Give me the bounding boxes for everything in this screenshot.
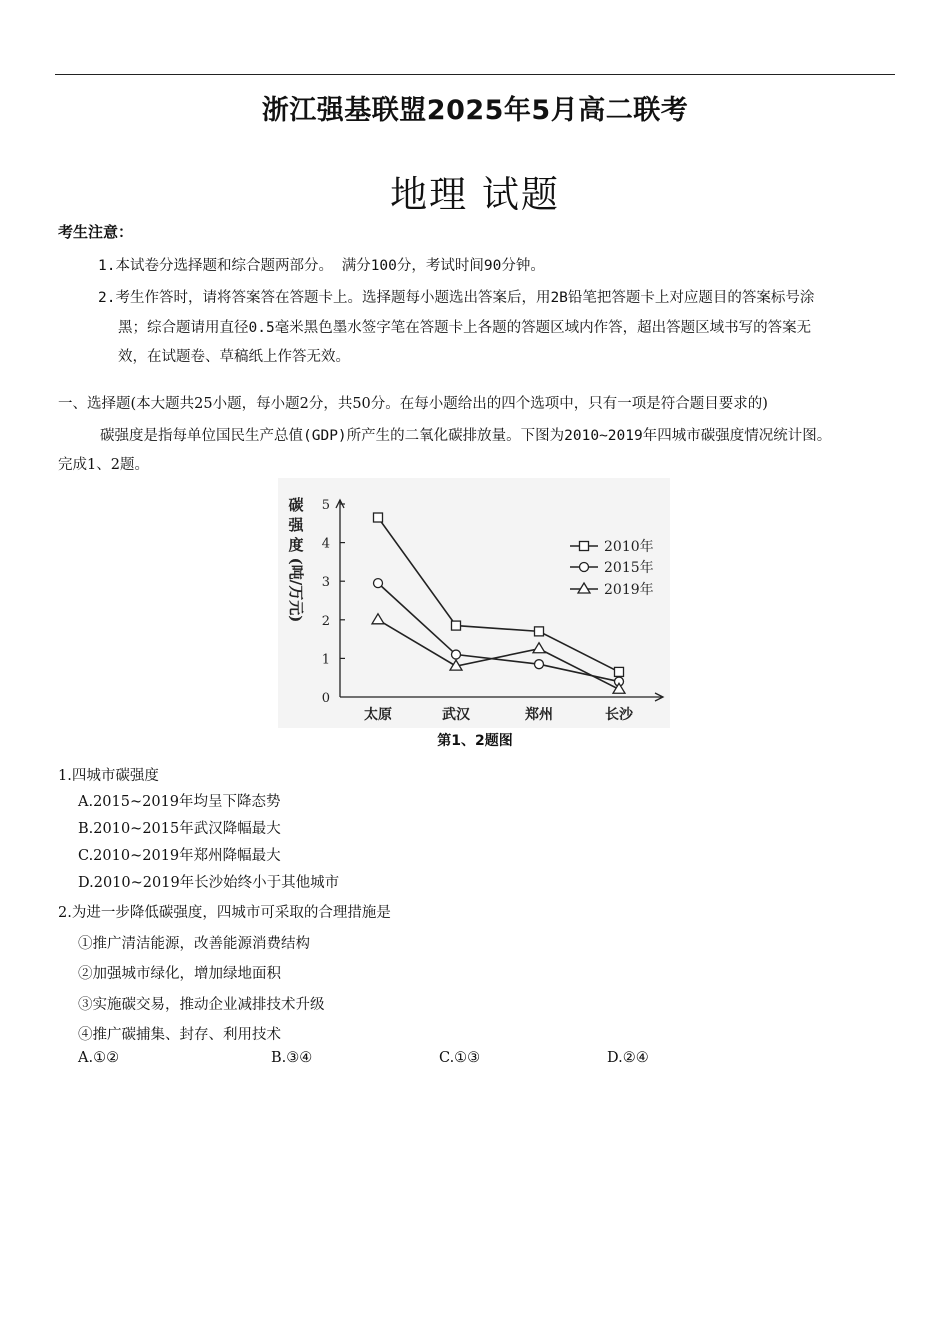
top-rule (55, 74, 895, 75)
y-tick-label: 1 (321, 652, 330, 668)
y-tick-label: 5 (321, 498, 330, 513)
y-tick-label: 2 (321, 613, 330, 629)
y-label-unit: (吨/万元) (287, 557, 305, 623)
intro-line-1: 碳强度是指每单位国民生产总值(GDP)所产生的二氧化碳排放量。下图为2010~2019年四城市碳强度情况统计图。 (100, 428, 832, 444)
y-tick-label: 3 (321, 575, 330, 591)
notice-item-2: 2.考生作答时，请将答案答在答题卡上。选择题每小题选出答案后，用2B铅笔把答题卡上对应题目的答案标号涂 (98, 290, 815, 306)
question-2-option-b[interactable]: B.③④ (271, 1050, 313, 1066)
question-2-statement-4: ④推广碳捕集、封存、利用技术 (78, 1027, 281, 1043)
figure-caption: 第1、2题图 (437, 733, 513, 749)
legend-label: 2010年 (604, 539, 654, 555)
x-tick-label: 长沙 (605, 707, 633, 723)
chart-legend (570, 538, 654, 598)
circle-marker (452, 650, 461, 659)
notice-item-1: 1.本试卷分选择题和综合题两部分。 满分100分，考试时间90分钟。 (98, 258, 545, 274)
x-tick-label: 武汉 (442, 707, 470, 723)
question-2-statement-2: ②加强城市绿化，增加绿地面积 (78, 966, 281, 982)
circle-marker (580, 563, 589, 572)
y-label-char: 强 (288, 516, 304, 534)
circle-marker (535, 660, 544, 669)
question-1-stem: 1.四城市碳强度 (58, 768, 159, 784)
exam-title: 浙江强基联盟2025年5月高二联考 (261, 95, 689, 126)
y-tick-label: 4 (321, 536, 330, 552)
question-2-option-c[interactable]: C.①③ (439, 1050, 481, 1066)
square-marker (452, 621, 461, 630)
question-1-option-b[interactable]: B.2010~2015年武汉降幅最大 (78, 821, 281, 837)
square-marker (535, 627, 544, 636)
legend-label: 2015年 (604, 560, 654, 576)
carbon-intensity-figure (278, 478, 670, 728)
question-1-option-a[interactable]: A.2015~2019年均呈下降态势 (78, 794, 281, 810)
notice-item-2-cont: 黑；综合题请用直径0.5毫米黑色墨水签字笔在答题卡上各题的答题区域内作答，超出答题区域书写的答案无 (118, 320, 812, 336)
question-2-statement-1: ①推广清洁能源，改善能源消费结构 (78, 936, 310, 952)
y-label-char: 度 (288, 536, 304, 554)
subject-title: 地理 试题 (390, 173, 560, 216)
figure-background (278, 478, 670, 728)
question-1-option-c[interactable]: C.2010~2019年郑州降幅最大 (78, 848, 281, 864)
carbon-intensity-chart (278, 478, 670, 728)
square-marker (615, 667, 624, 676)
question-2-statement-3: ③实施碳交易，推动企业减排技术升级 (78, 997, 325, 1013)
question-2-option-a[interactable]: A.①② (78, 1050, 120, 1066)
circle-marker (374, 579, 383, 588)
y-label-char: 碳 (288, 496, 304, 514)
question-2-option-d[interactable]: D.②④ (607, 1050, 649, 1066)
notice-item-2-end: 效，在试题卷、草稿纸上作答无效。 (118, 349, 350, 365)
x-tick-label: 太原 (364, 707, 392, 723)
x-tick-label: 郑州 (525, 707, 553, 723)
question-1-option-d[interactable]: D.2010~2019年长沙始终小于其他城市 (78, 875, 340, 891)
question-2-stem: 2.为进一步降低碳强度，四城市可采取的合理措施是 (58, 905, 391, 921)
square-marker (374, 513, 383, 522)
y-tick-label: 0 (321, 691, 330, 706)
intro-line-2: 完成1、2题。 (58, 457, 149, 473)
notice-heading: 考生注意： (58, 223, 134, 241)
legend-label: 2019年 (604, 582, 654, 598)
section-heading: 一、选择题(本大题共25小题，每小题2分，共50分。在每小题给出的四个选项中，只有一项是符合题目要求的) (58, 396, 768, 412)
square-marker (580, 542, 589, 551)
